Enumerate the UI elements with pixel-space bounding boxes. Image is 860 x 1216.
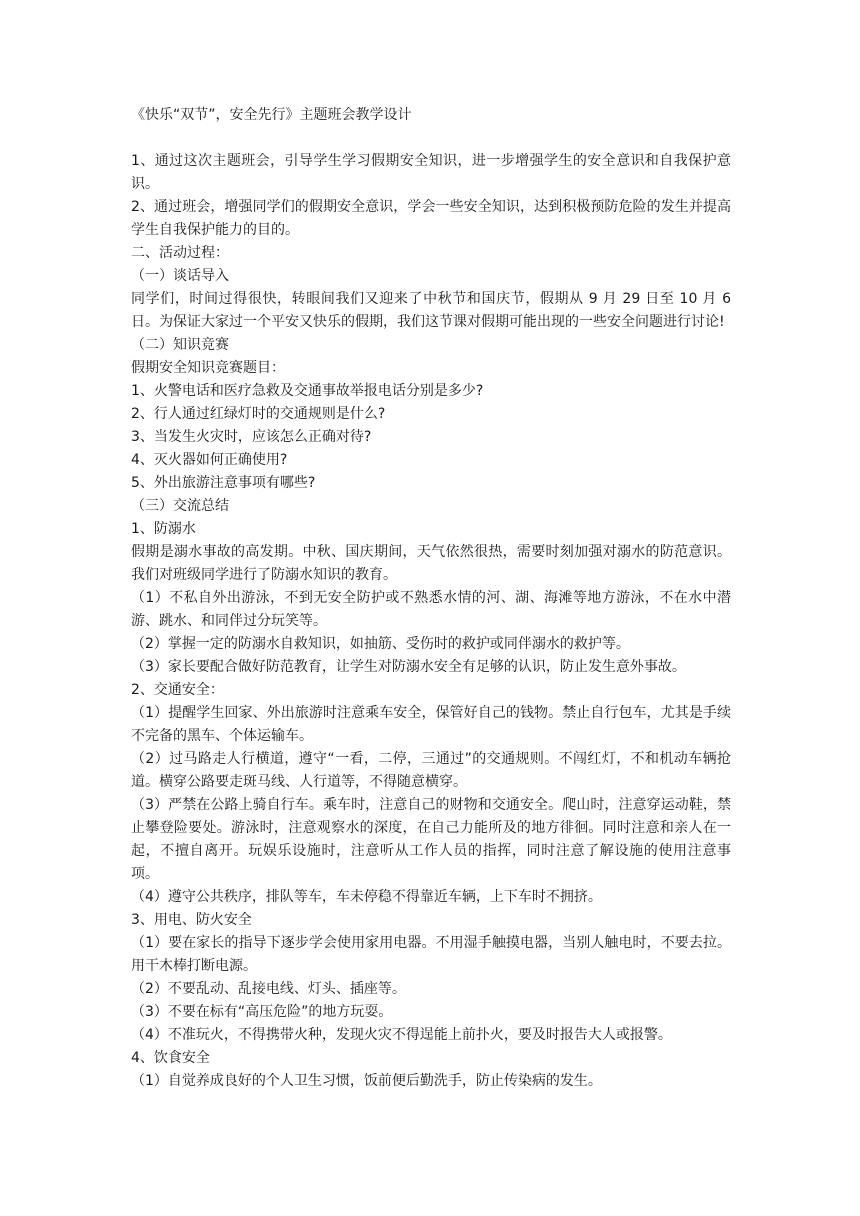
traffic-item-1: （1）提醒学生回家、外出旅游时注意乘车安全，保管好自己的钱物。禁止自行包车，尤其是手续不完备的黑车、个体运输车。 <box>131 705 731 744</box>
traffic-item-2: （2）过马路走人行横道，遵守“一看，二停，三通过”的交通规则。不闯红灯，不和机动车辆抢道。横穿公路要走斑马线、人行道等，不得随意横穿。 <box>131 751 731 790</box>
heading-drowning: 1、防溺水 <box>131 521 196 537</box>
heading-electric-fire: 3、用电、防火安全 <box>131 912 252 928</box>
electric-item-3: （3）不要在标有“高压危险”的地方玩耍。 <box>131 1004 393 1020</box>
heading-quiz: （二）知识竞赛 <box>131 337 229 353</box>
heading-summary: （三）交流总结 <box>131 498 229 514</box>
document-title: 《快乐“双节”，安全先行》主题班会教学设计 <box>131 107 412 123</box>
paragraph-intro: 同学们，时间过得很快，转眼间我们又迎来了中秋节和国庆节，假期从 9 月 29 日至 10 月 6 日。为保证大家过一个平安又快乐的假期，我们这节课对假期可能出现的一些安全问题进行讨论! <box>131 291 731 330</box>
paragraph-quiz-intro: 假期安全知识竞赛题目： <box>131 360 285 376</box>
electric-item-4: （4）不准玩火，不得携带火种，发现火灾不得逞能上前扑火，要及时报告大人或报警。 <box>131 1027 672 1043</box>
heading-food: 4、饮食安全 <box>131 1050 210 1066</box>
drowning-item-1: （1）不私自外出游泳，不到无安全防护或不熟悉水情的河、湖、海滩等地方游泳，不在水中潜游、跳水、和同伴过分玩笑等。 <box>131 590 731 629</box>
food-item-1: （1）自觉养成良好的个人卫生习惯，饭前便后勤洗手，防止传染病的发生。 <box>131 1073 602 1089</box>
paragraph-goal-2: 2、通过班会，增强同学们的假期安全意识，学会一些安全知识，达到积极预防危险的发生并提高学生自我保护能力的目的。 <box>131 199 731 238</box>
drowning-item-3: （3）家长要配合做好防范教育，让学生对防溺水安全有足够的认识，防止发生意外事故。 <box>131 659 686 675</box>
electric-item-2: （2）不要乱动、乱接电线、灯头、插座等。 <box>131 981 406 997</box>
blank-line <box>131 127 731 150</box>
drowning-item-2: （2）掌握一定的防溺水自救知识，如抽筋、受伤时的救护或同伴溺水的救护等。 <box>131 636 630 652</box>
quiz-question-3: 3、当发生火灾时，应该怎么正确对待? <box>131 429 372 445</box>
heading-traffic: 2、交通安全： <box>131 682 224 698</box>
document-body <box>131 104 731 1093</box>
quiz-question-5: 5、外出旅游注意事项有哪些? <box>131 475 316 491</box>
heading-activity-process: 二、活动过程： <box>131 245 229 261</box>
quiz-question-2: 2、行人通过红绿灯时的交通规则是什么? <box>131 406 386 422</box>
traffic-item-3: （3）严禁在公路上骑自行车。乘车时，注意自己的财物和交通安全。爬山时，注意穿运动鞋，禁止攀登险要处。游泳时，注意观察水的深度，在自己力能所及的地方徘徊。同时注意和亲人在一起，不擅自离开。玩娱乐设施时，注意听从工作人员的指挥，同时注意了解设施的使用注意事项。 <box>131 797 731 882</box>
quiz-question-4: 4、灭火器如何正确使用? <box>131 452 288 468</box>
paragraph-goal-1: 1、通过这次主题班会，引导学生学习假期安全知识，进一步增强学生的安全意识和自我保护意识。 <box>131 153 731 192</box>
quiz-question-1: 1、火警电话和医疗急救及交通事故举报电话分别是多少? <box>131 383 484 399</box>
paragraph-drowning: 假期是溺水事故的高发期。中秋、国庆期间，天气依然很热，需要时刻加强对溺水的防范意识。我们对班级同学进行了防溺水知识的教育。 <box>131 544 731 583</box>
electric-item-1: （1）要在家长的指导下逐步学会使用家用电器。不用湿手触摸电器，当别人触电时，不要去拉。用干木棒打断电源。 <box>131 935 731 974</box>
traffic-item-4: （4）遵守公共秩序，排队等车，车未停稳不得靠近车辆，上下车时不拥挤。 <box>131 889 602 905</box>
heading-intro: （一）谈话导入 <box>131 268 229 284</box>
